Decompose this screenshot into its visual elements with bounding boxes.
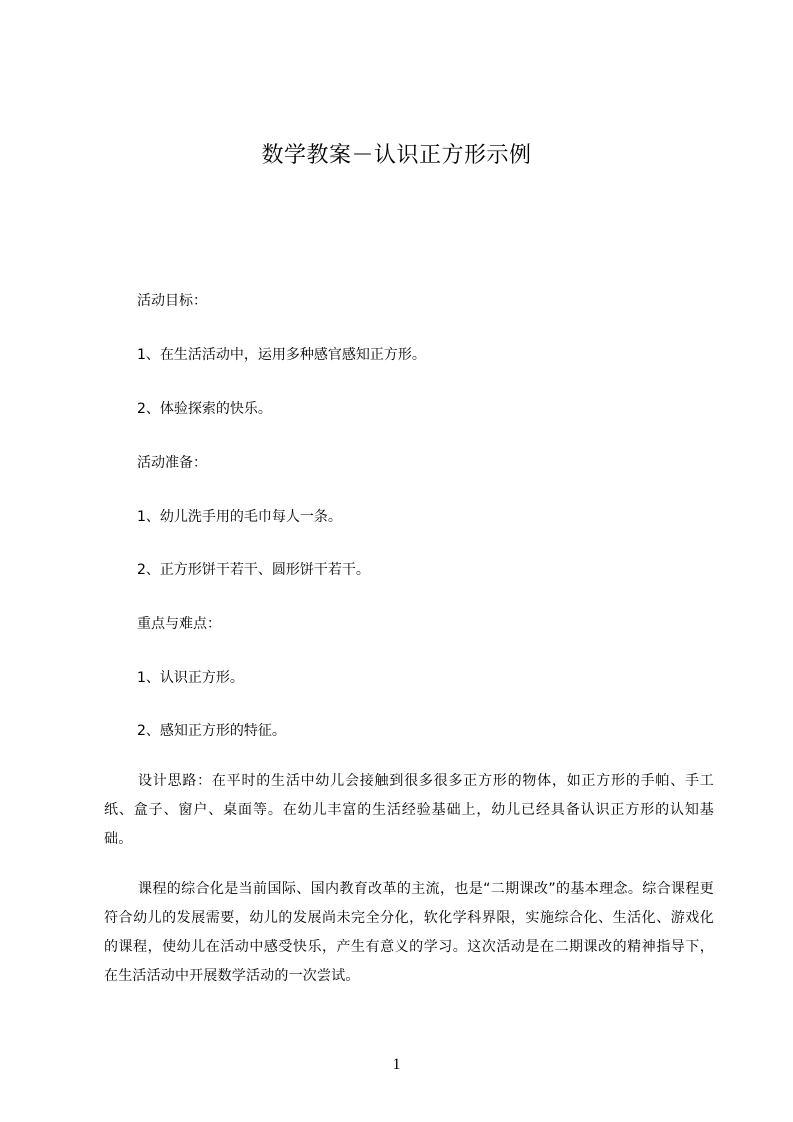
document-title: 数学教案－认识正方形示例	[261, 143, 532, 168]
key-point-item-2: 2、感知正方形的特征。	[137, 723, 286, 739]
curriculum-paragraph: 课程的综合化是当前国际、国内教育改革的主流，也是“二期课改”的基本理念。综合课程更符合幼儿的发展需要，幼儿的发展尚未完全分化，软化学科界限，实施综合化、生活化、游戏化的课程，使幼儿在活动中感受快乐，产生有意义的学习。这次活动是在二期课改的精神指导下，在生活活动中开展数学活动的一次尝试。	[104, 881, 714, 984]
activity-preparation-heading: 活动准备：	[137, 455, 207, 471]
page-number: 1	[392, 1056, 401, 1073]
key-points-heading: 重点与难点：	[137, 616, 221, 632]
activity-preparation-item-2: 2、正方形饼干若干、圆形饼干若干。	[137, 562, 370, 578]
activity-goal-item-2: 2、体验探索的快乐。	[137, 401, 272, 417]
activity-goals-heading: 活动目标：	[137, 293, 207, 309]
key-point-item-1: 1、认识正方形。	[137, 670, 244, 686]
design-idea-paragraph: 设计思路：在平时的生活中幼儿会接触到很多很多正方形的物体，如正方形的手帕、手工纸、盒子、窗户、桌面等。在幼儿丰富的生活经验基础上，幼儿已经具备认识正方形的认知基础。	[104, 773, 714, 847]
activity-goal-item-1: 1、在生活活动中，运用多种感官感知正方形。	[137, 347, 426, 363]
activity-preparation-item-1: 1、幼儿洗手用的毛巾每人一条。	[137, 509, 342, 525]
